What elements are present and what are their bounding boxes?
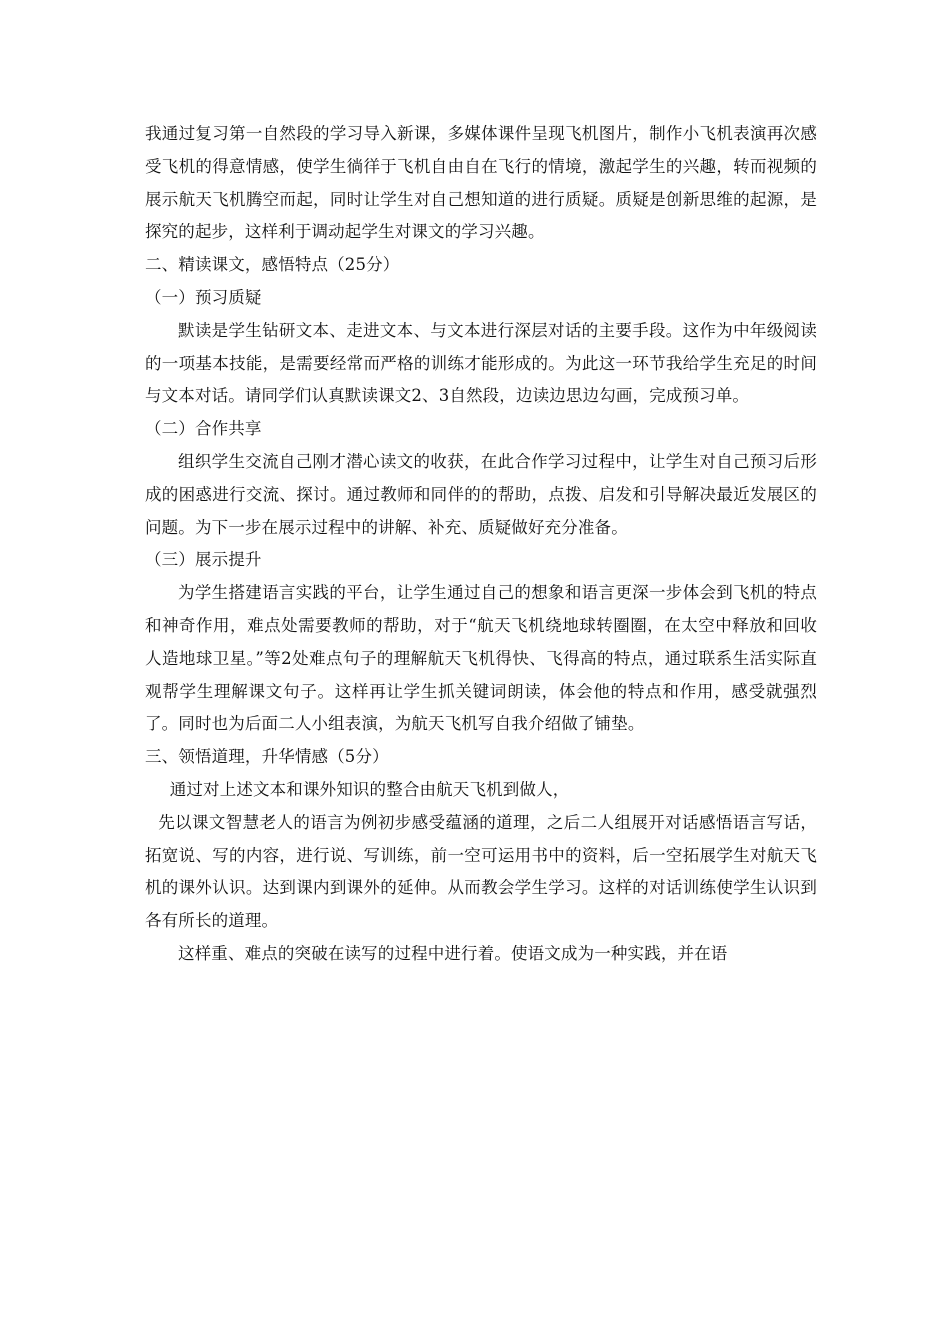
paragraph-cooperation: 组织学生交流自己刚才潜心读文的收获，在此合作学习过程中，让学生对自己预习后形成的困惑进行交流、探讨。通过教师和同伴的的帮助，点拨、启发和引导解决最近发展区的问题。为下一步在展示过程中的讲解、补充、质疑做好充分准备。: [145, 451, 817, 537]
paragraph-wisdom: 先以课文智慧老人的语言为例初步感受蕴涵的道理，之后二人组展开对话感悟语言写话，拓宽说、写的内容，进行说、写训练，前一空可运用书中的资料，后一空拓展学生对航天飞机的课外认识。达到课内到课外的延伸。从而教会学生学习。这样的对话训练使学生认识到各有所长的道理。: [145, 812, 817, 931]
section-heading-2: 二、精读课文，感悟特点（25分）: [145, 255, 400, 275]
document-body: [145, 118, 817, 971]
subsection-heading-cooperation: （二）合作共享: [145, 419, 262, 439]
paragraph-preview: 默读是学生钻研文本、走进文本、与文本进行深层对话的主要手段。这作为中年级阅读的一项基本技能，是需要经常而严格的训练才能形成的。为此这一环节我给学生充足的时间与文本对话。请同学们认真默读课文2、3自然段，边读边思边勾画，完成预习单。: [145, 320, 817, 406]
paragraph-integration: 通过对上述文本和课外知识的整合由航天飞机到做人，: [169, 779, 570, 799]
subsection-heading-preview: （一）预习质疑: [145, 287, 262, 307]
section-heading-3: 三、领悟道理，升华情感（5分）: [145, 747, 389, 767]
paragraph-intro: 我通过复习第一自然段的学习导入新课，多媒体课件呈现飞机图片，制作小飞机表演再次感受飞机的得意情感，使学生徜徉于飞机自由自在飞行的情境，激起学生的兴趣，转而视频的展示航天飞机腾空而起，同时让学生对自己想知道的进行质疑。质疑是创新思维的起源，是探究的起步，这样利于调动起学生对课文的学习兴趣。: [145, 124, 817, 242]
paragraph-display: 为学生搭建语言实践的平台，让学生通过自己的想象和语言更深一步体会到飞机的特点和神奇作用，难点处需要教师的帮助，对于“航天飞机绕地球转圈圈，在太空中释放和回收人造地球卫星。”等2处难点句子的理解航天飞机得快、飞得高的特点，通过联系生活实际直观帮学生理解课文句子。这样再让学生抓关键词朗读，体会他的特点和作用，感受就强烈了。同时也为后面二人小组表演，为航天飞机写自我介绍做了铺垫。: [145, 583, 817, 734]
subsection-heading-display: （三）展示提升: [145, 550, 262, 570]
paragraph-conclusion: 这样重、难点的突破在读写的过程中进行着。使语文成为一种实践，并在语: [178, 943, 728, 963]
